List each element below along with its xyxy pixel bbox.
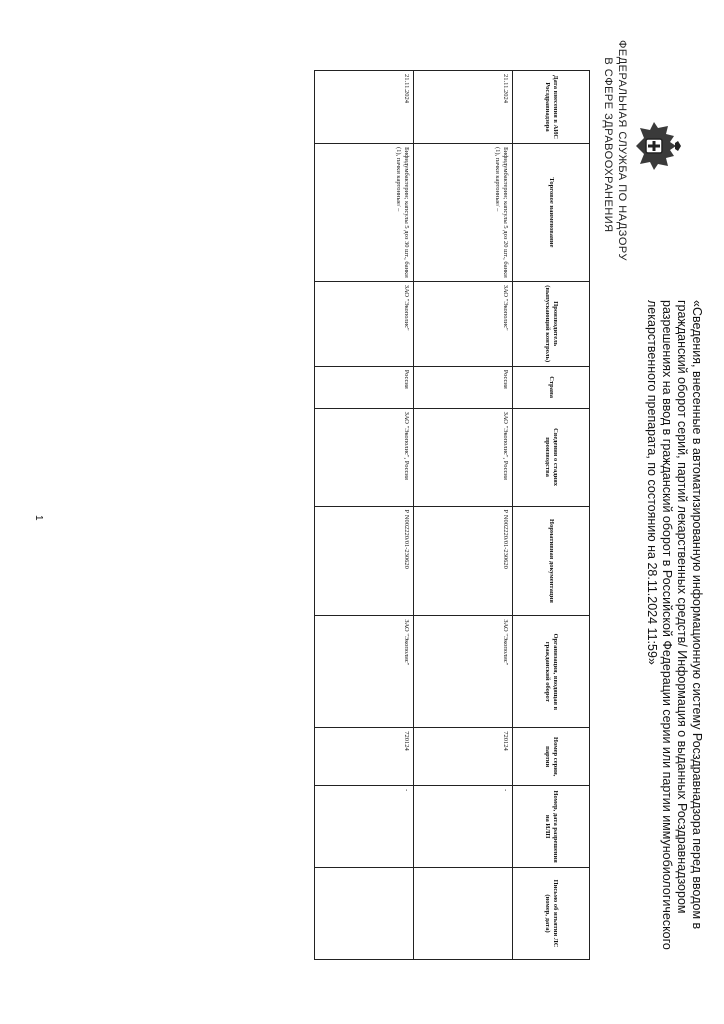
cell-organization: ЗАО "Экополис" [315, 616, 414, 728]
cell-date: 21.11.2024 [414, 71, 513, 144]
table-row [315, 71, 414, 960]
col-header-production-stages: Сведения о стадиях производства [513, 408, 590, 506]
col-header-date: Дата внесения в АИС Росздравнадзора [513, 71, 590, 144]
col-header-trade-name: Торговое наименование [513, 143, 590, 281]
cell-trade-name: Бифидумбактерин; капсулы 5 доз 20 шт., банки (1), пачки картонные/ – [414, 143, 513, 281]
cell-batch-number: 720124 [414, 728, 513, 786]
col-header-manufacturer: Производитель (выпускающий контроль) [513, 281, 590, 366]
col-header-organization: Организация, вводящая в гражданский оборот [513, 616, 590, 728]
cell-manufacturer: ЗАО "Экополис" [315, 281, 414, 366]
col-header-withdrawal-letter: Письмо об изъятии ЛС (номер, дата) [513, 868, 590, 960]
page-number: 1 [33, 515, 44, 521]
cell-batch-number: 720124 [315, 728, 414, 786]
document-heading: «Сведения, внесенные в автоматизированную информационную систему Росздравнадзора перед вводом в гражданский оборот серий, партий лекарственных средств/ Информация о выданных Росздравнадзором разрешениях на ввод в гражданский оборот в Российской Федерации серии или партии иммунобиологического лекарственного препарата, по состоянию на 28.11.2024 11:59» [645, 300, 704, 950]
table-header-row [513, 71, 590, 960]
cell-organization: ЗАО "Экополис" [414, 616, 513, 728]
cell-date: 21.11.2024 [315, 71, 414, 144]
cell-withdrawal-letter [414, 868, 513, 960]
col-header-permit: Номер, дата разрешения на ИЛП [513, 786, 590, 868]
col-header-country: Страна [513, 366, 590, 408]
logo-text-line2: В СФЕРЕ ЗДРАВООХРАНЕНИЯ [602, 57, 614, 233]
cell-withdrawal-letter [315, 868, 414, 960]
cell-country: Россия [414, 366, 513, 408]
cell-country: Россия [315, 366, 414, 408]
col-header-batch-number: Номер серии, партии [513, 728, 590, 786]
double-headed-eagle-icon [630, 120, 682, 172]
cell-normative-doc: Р N002220/01-230620 [414, 506, 513, 616]
cell-permit: - [414, 786, 513, 868]
cell-production-stages: ЗАО "Экополис", Россия [414, 408, 513, 506]
cell-normative-doc: Р N002220/01-230620 [315, 506, 414, 616]
cell-trade-name: Бифидумбактерин; капсулы 5 доз 30 шт., банки (1), пачки картонные/ – [315, 143, 414, 281]
agency-logo [602, 40, 682, 261]
cell-production-stages: ЗАО "Экополис", Россия [315, 408, 414, 506]
cell-manufacturer: ЗАО "Экополис" [414, 281, 513, 366]
col-header-normative-doc: Нормативная документация [513, 506, 590, 616]
table-row [414, 71, 513, 960]
cell-permit: - [315, 786, 414, 868]
batches-table [314, 70, 590, 960]
logo-text-line1: ФЕДЕРАЛЬНАЯ СЛУЖБА ПО НАДЗОРУ [616, 40, 628, 261]
